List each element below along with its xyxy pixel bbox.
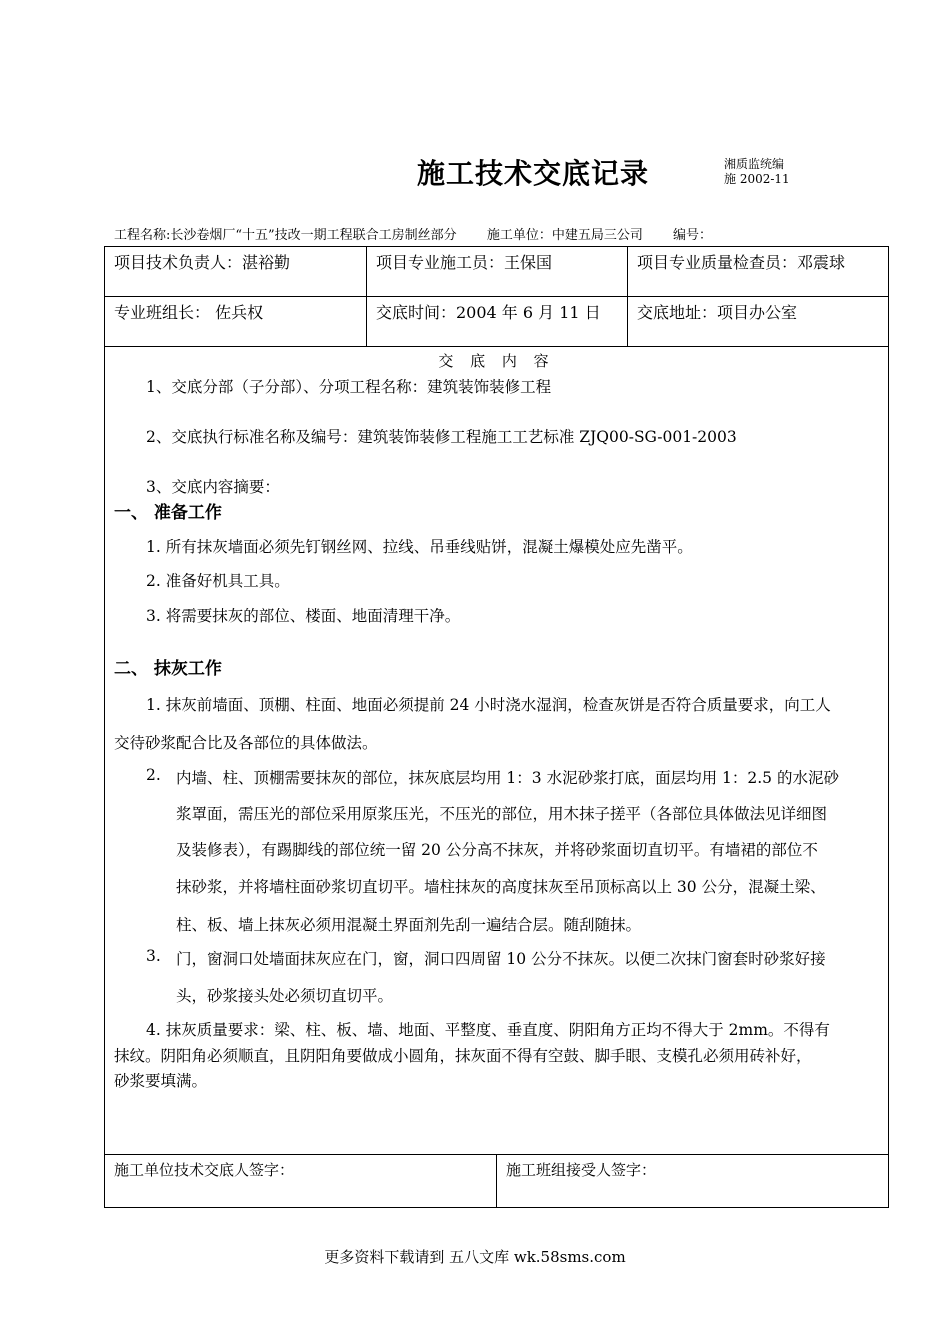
plaster-p4-line3: 砂浆要填满。 [114, 1072, 208, 1090]
form-code [724, 157, 790, 187]
footer-text: 更多资料下载请到 五八文库 wk.58sms.com [324, 1248, 626, 1266]
col-divider-1 [366, 246, 367, 346]
record-number: 编号： [672, 228, 712, 243]
plaster-p4-line1: 4. 抹灰质量要求：梁、柱、板、墙、地面、平整度、垂直度、阴阳角方正均不得大于 2mm。不得有 [146, 1021, 830, 1039]
row-divider-2 [104, 346, 889, 347]
content-item-1: 1、交底分部（子分部）、分项工程名称：建筑装饰装修工程 [146, 378, 552, 396]
plaster-p2-line3: 及装修表），有踢脚线的部位统一留 20 公分高不抹灰，并将砂浆面切直切平。有墙裙的部位不 [176, 841, 818, 859]
plaster-p3-number: 3. [146, 947, 161, 965]
form-code-line2: 施 2002-11 [724, 172, 790, 186]
content-item-3: 3、交底内容摘要： [146, 478, 280, 496]
plaster-p2-number: 2. [146, 766, 161, 784]
plaster-p3-line2: 头，砂浆接头处必须切直切平。 [176, 987, 394, 1005]
tech-leader: 项目技术负责人：湛裕勤 [114, 253, 291, 272]
meta-line [114, 224, 738, 243]
prep-line-2: 2. 准备好机具工具。 [146, 572, 290, 590]
sign-divider [496, 1154, 497, 1208]
plaster-p3-line1: 门，窗洞口处墙面抹灰应在门，窗，洞口四周留 10 公分不抹灰。以便二次抹门窗套时砂浆好接 [176, 950, 826, 968]
prep-line-1: 1. 所有抹灰墙面必须先钉钢丝网、拉线、吊垂线贴饼，混凝土爆模处应先凿平。 [146, 538, 693, 556]
prep-line-3: 3. 将需要抹灰的部位、楼面、地面清理干净。 [146, 607, 461, 625]
handover-location: 交底地址：项目办公室 [637, 303, 798, 322]
construction-unit: 施工单位：中建五局三公司 [486, 228, 643, 243]
plaster-p2-line5: 柱、板、墙上抹灰必须用混凝土界面剂先刮一遍结合层。随刮随抹。 [176, 916, 642, 934]
handover-time: 交底时间：2004 年 6 月 11 日 [376, 303, 601, 322]
quality-inspector: 项目专业质量检查员：邓震球 [637, 253, 846, 272]
site-engineer: 项目专业施工员：王保国 [376, 253, 553, 272]
col-divider-2 [627, 246, 628, 346]
plaster-p2-line4: 抹砂浆，并将墙柱面砂浆切直切平。墙柱抹灰的高度抹灰至吊顶标高以上 30 公分，混凝土梁、 [176, 878, 826, 896]
plaster-p1-line1: 1. 抹灰前墙面、顶棚、柱面、地面必须提前 24 小时浇水湿润，检查灰饼是否符合质量要求，向工人 [146, 696, 831, 714]
content-title: 交 底 内 容 [438, 352, 555, 370]
row-divider-1 [104, 296, 889, 297]
project-name: 工程名称:长沙卷烟厂“十五”技改一期工程联合工房制丝部分 [114, 228, 457, 243]
plaster-p1-line2: 交待砂浆配合比及各部位的具体做法。 [114, 734, 378, 752]
plaster-p2-line2: 浆罩面，需压光的部位采用原浆压光，不压光的部位，用木抹子搓平（各部位具体做法见详细图 [176, 805, 828, 823]
plaster-p4-line2: 抹纹。阴阳角必须顺直，且阴阳角要做成小圆角，抹灰面不得有空鼓、脚手眼、支模孔必须用砖补好， [114, 1047, 812, 1065]
section-1-heading: 一、 准备工作 [114, 503, 222, 523]
content-item-2: 2、交底执行标准名称及编号：建筑装饰装修工程施工工艺标准 ZJQ00-SG-001-2003 [146, 428, 737, 446]
form-code-line1: 湘质监统编 [724, 157, 785, 171]
discloser-signature-label: 施工单位技术交底人签字： [114, 1161, 295, 1179]
section-2-heading: 二、 抹灰工作 [114, 659, 222, 679]
receiver-signature-label: 施工班组接受人签字： [506, 1161, 657, 1179]
team-leader: 专业班组长： 佐兵权 [114, 303, 264, 322]
plaster-p2-line1: 内墙、柱、顶棚需要抹灰的部位，抹灰底层均用 1：3 水泥砂浆打底，面层均用 1：2.5 的水泥砂 [176, 769, 839, 787]
page-title: 施工技术交底记录 [417, 157, 650, 190]
